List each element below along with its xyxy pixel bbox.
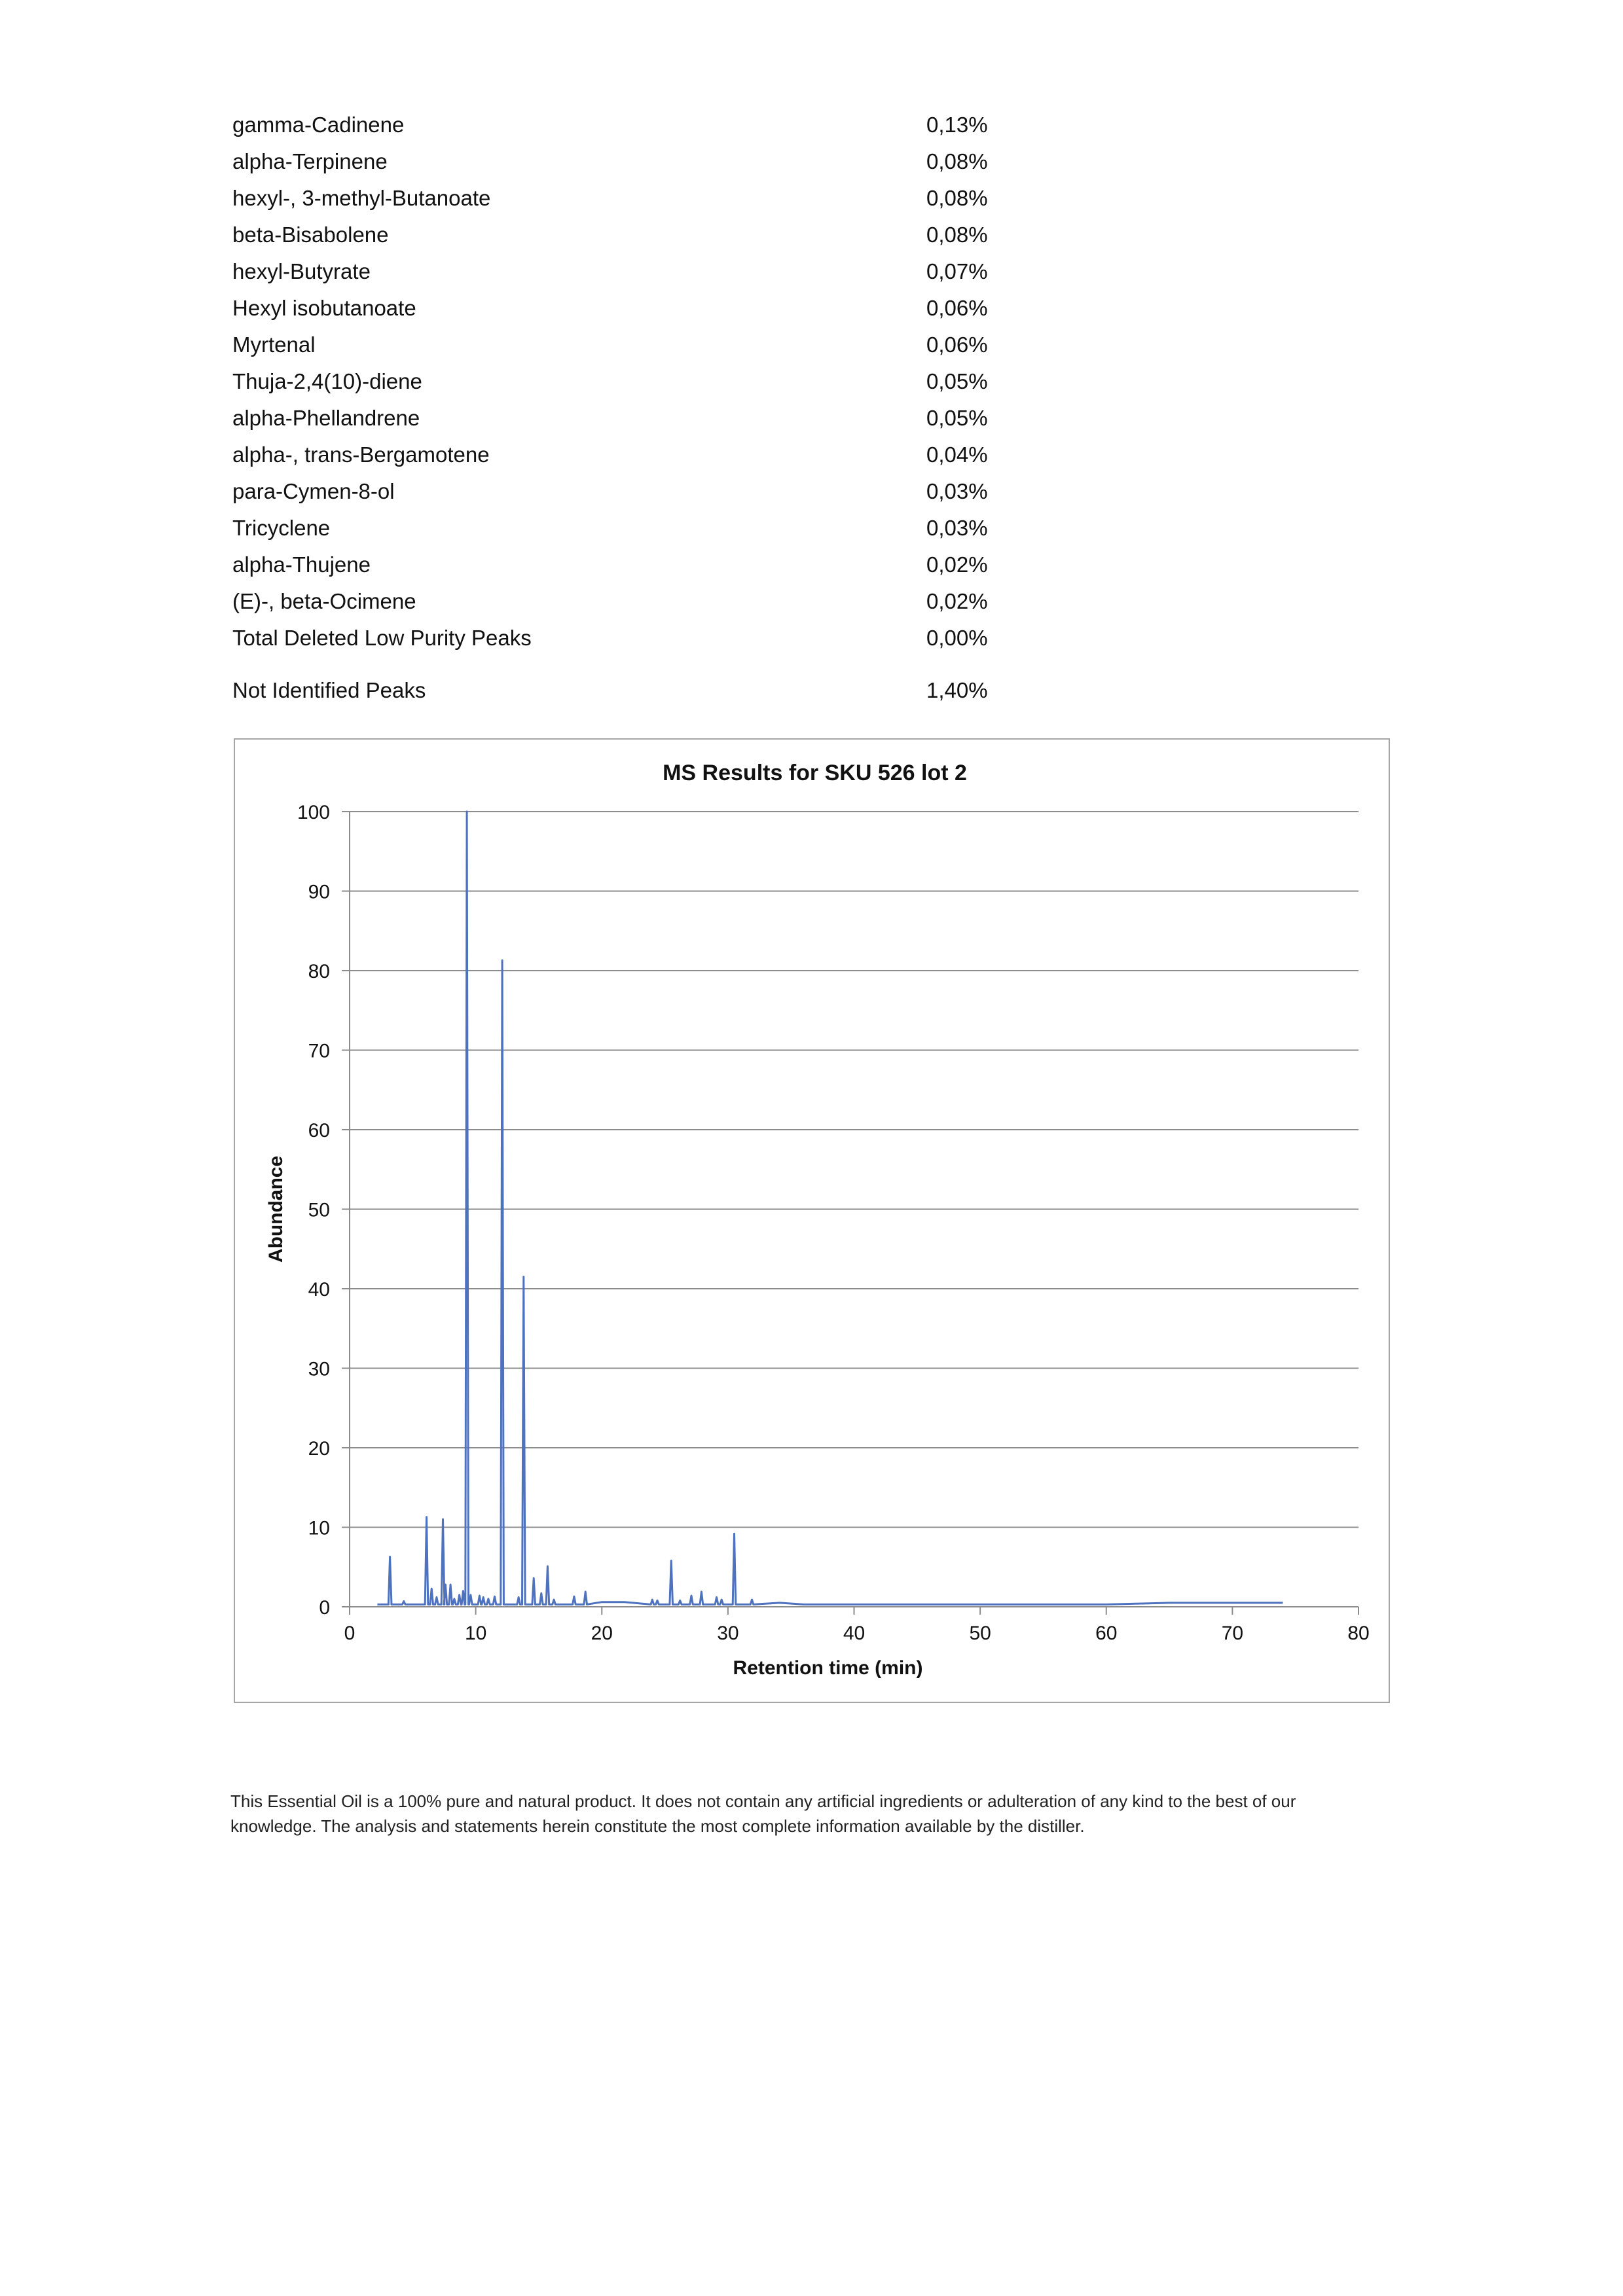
compound-row [232, 290, 1018, 327]
y-tick-label: 50 [308, 1199, 330, 1221]
chromatogram-series-line [377, 812, 1283, 1604]
compound-percent: 0,04% [926, 442, 988, 467]
y-tick-label: 60 [308, 1120, 330, 1141]
x-tick-label: 40 [843, 1623, 866, 1644]
compound-name: alpha-Terpinene [232, 149, 388, 173]
x-tick-label: 80 [1347, 1623, 1370, 1644]
y-tick-label: 20 [308, 1438, 330, 1460]
x-tick-label: 20 [591, 1623, 613, 1644]
compound-name: hexyl-Butyrate [232, 259, 371, 283]
compound-percent: 0,07% [926, 259, 988, 283]
compound-row [232, 583, 1018, 620]
compound-name: Myrtenal [232, 332, 316, 357]
compound-row [232, 620, 1018, 656]
compound-row [232, 400, 1018, 437]
compound-percent: 0,05% [926, 406, 988, 430]
compound-row [232, 253, 1018, 290]
compound-name: Total Deleted Low Purity Peaks [232, 626, 532, 650]
disclaimer-line-2: knowledge. The analysis and statements herein constitute the most complete information available by the distiller. [230, 1816, 1085, 1836]
compound-name: hexyl-, 3-methyl-Butanoate [232, 186, 491, 210]
x-tick-label: 10 [464, 1623, 487, 1644]
disclaimer-line-1: This Essential Oil is a 100% pure and natural product. It does not contain any artificial ingredients or adulteration of any kind to the best of our [230, 1791, 1296, 1811]
compound-percent: 0,08% [926, 223, 988, 247]
y-tick-label: 40 [308, 1279, 330, 1300]
compound-name: Thuja-2,4(10)-diene [232, 369, 422, 393]
compound-name: gamma-Cadinene [232, 113, 405, 137]
compound-name: (E)-, beta-Ocimene [232, 589, 416, 613]
compound-row [232, 327, 1018, 363]
compound-row [232, 437, 1018, 473]
y-axis-label: Abundance [265, 1155, 287, 1263]
compound-row [232, 107, 1018, 143]
compound-percent: 0,08% [926, 186, 988, 210]
compound-percent: 0,05% [926, 369, 988, 393]
compound-percent: 0,03% [926, 516, 988, 540]
y-tick-label: 0 [319, 1597, 330, 1619]
compound-percent: 0,06% [926, 296, 988, 320]
compound-percent: 0,13% [926, 113, 988, 137]
compound-name: Tricyclene [232, 516, 331, 540]
compound-row [232, 363, 1018, 400]
chart-frame [234, 738, 1390, 1703]
x-tick-label: 50 [969, 1623, 991, 1644]
compound-name: alpha-Phellandrene [232, 406, 420, 430]
y-tick-label: 100 [297, 802, 330, 823]
compound-row [232, 217, 1018, 253]
compound-row [232, 473, 1018, 510]
compound-percent: 0,02% [926, 552, 988, 577]
compound-row [232, 143, 1018, 180]
y-tick-label: 70 [308, 1040, 330, 1062]
compound-name: Hexyl isobutanoate [232, 296, 416, 320]
compound-name: alpha-Thujene [232, 552, 371, 577]
x-axis-label: Retention time (min) [733, 1657, 923, 1679]
compound-percent: 0,02% [926, 589, 988, 613]
x-tick-label: 70 [1221, 1623, 1244, 1644]
compound-percent: 0,06% [926, 332, 988, 357]
not-identified-percent: 1,40% [926, 678, 988, 702]
y-tick-label: 10 [308, 1517, 330, 1539]
compound-row [232, 510, 1018, 547]
compound-row [232, 547, 1018, 583]
compound-percent: 0,08% [926, 149, 988, 173]
compound-row [232, 180, 1018, 217]
compound-percent: 0,03% [926, 479, 988, 503]
y-tick-label: 90 [308, 881, 330, 903]
compound-name: alpha-, trans-Bergamotene [232, 442, 490, 467]
compound-percent: 0,00% [926, 626, 988, 650]
x-tick-label: 0 [344, 1623, 356, 1644]
y-tick-label: 80 [308, 961, 330, 982]
compound-name: beta-Bisabolene [232, 223, 389, 247]
x-tick-label: 60 [1095, 1623, 1118, 1644]
y-tick-label: 30 [308, 1358, 330, 1380]
chart-title: MS Results for SKU 526 lot 2 [663, 761, 967, 785]
x-tick-label: 30 [717, 1623, 739, 1644]
compound-name: para-Cymen-8-ol [232, 479, 395, 503]
chromatogram-chart [235, 740, 1389, 1702]
disclaimer [230, 1789, 1396, 1839]
not-identified-label: Not Identified Peaks [232, 678, 426, 702]
not-identified-row [232, 672, 1018, 709]
